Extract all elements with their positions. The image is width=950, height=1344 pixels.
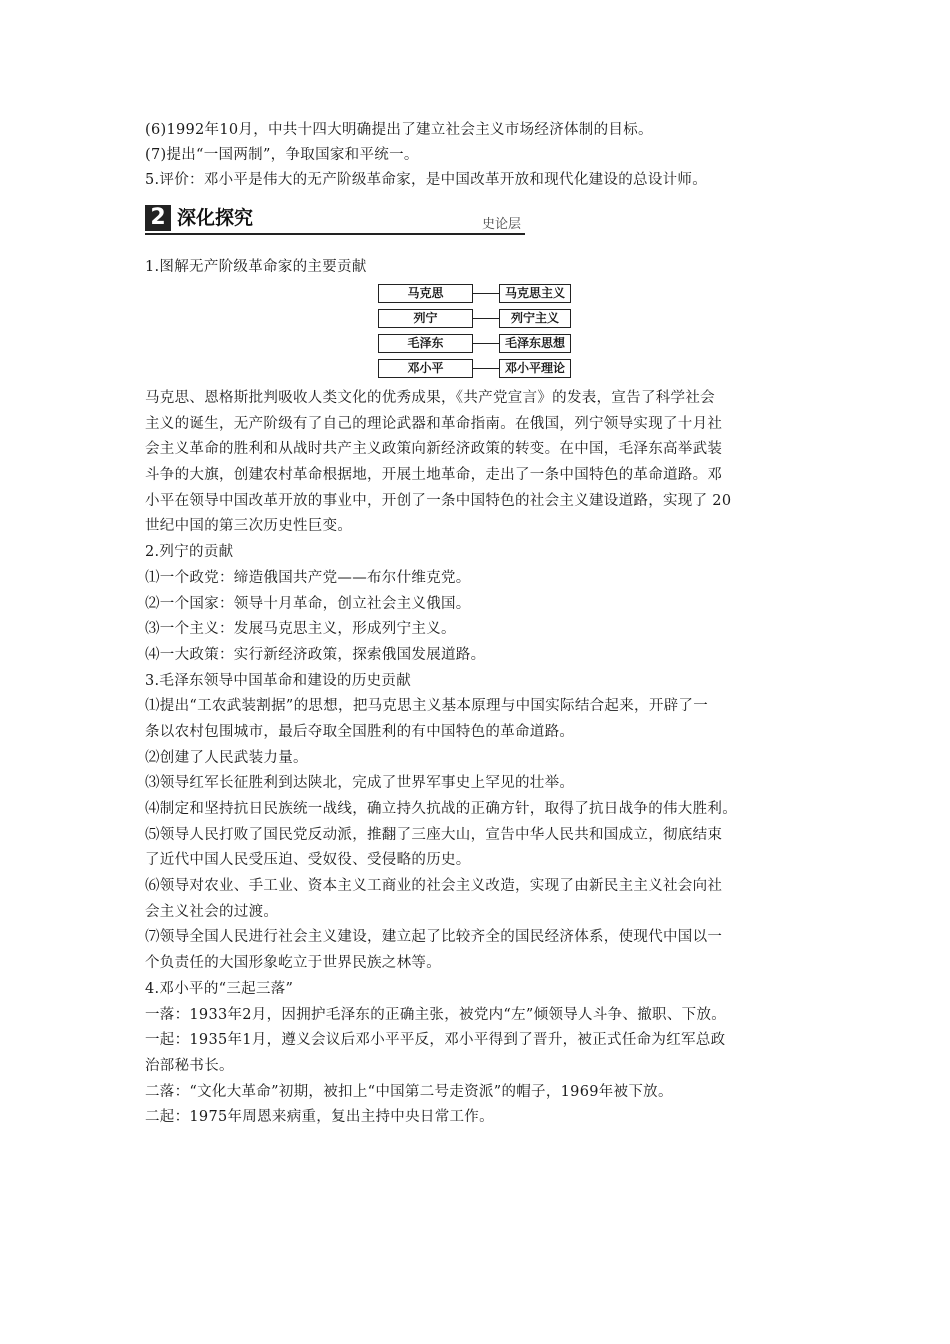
section-heading: 4.邓小平的“三起三落” — [145, 980, 294, 997]
section-title: 深化探究 — [177, 207, 254, 229]
list-item: ⑶一个主义：发展马克思主义，形成列宁主义。 — [145, 621, 456, 638]
theory-box-marxism: 马克思主义 — [499, 284, 571, 303]
list-item: ⑺领导全国人民进行社会主义建设，建立起了比较齐全的国民经济体系，使现代中国以一 — [145, 929, 723, 946]
list-item: 二起：1975年周恩来病重，复出主持中央日常工作。 — [145, 1109, 494, 1126]
section-divider — [145, 233, 525, 235]
list-item: 会主义社会的过渡。 — [145, 903, 279, 920]
text-line: 世纪中国的第三次历史性巨变。 — [145, 518, 353, 535]
list-item: 个负责任的大国形象屹立于世界民族之林等。 — [145, 955, 441, 972]
person-box-mao: 毛泽东 — [378, 334, 473, 353]
text-line: 主义的诞生，无产阶级有了自己的理论武器和革命指南。在俄国，列宁领导实现了十月社 — [145, 415, 723, 432]
list-item: 一起：1935年1月，遵义会议后邓小平平反，邓小平得到了晋升，被正式任命为红军总政 — [145, 1032, 726, 1049]
summary-paragraph — [145, 386, 825, 540]
list-item: 一落：1933年2月，因拥护毛泽东的正确主张，被党内“左”倾领导人斗争、撤职、下放。 — [145, 1006, 727, 1023]
text-line: 马克思、恩格斯批判吸收人类文化的优秀成果，《共产党宣言》的发表，宣告了科学社会 — [145, 390, 715, 406]
section-heading: 3.毛泽东领导中国革命和建设的历史贡献 — [145, 672, 412, 689]
connector-line — [473, 293, 499, 294]
text-line: (6)1992年10月，中共十四大明确提出了建立社会主义市场经济体制的目标。 — [145, 122, 653, 138]
text-line: (7)提出“一国两制”，争取国家和平统一。 — [145, 147, 419, 163]
list-item: ⑴提出“工农武装割据”的思想，把马克思主义基本原理与中国实际结合起来，开辟了一 — [145, 698, 709, 715]
list-item: 二落：“文化大革命”初期，被扣上“中国第二号走资派”的帽子，1969年被下放。 — [145, 1083, 673, 1100]
list-item: 治部秘书长。 — [145, 1057, 234, 1074]
text-line: 会主义革命的胜利和从战时共产主义政策向新经济政策的转变。在中国，毛泽东高举武装 — [145, 441, 723, 458]
list-item: ⑷制定和坚持抗日民族统一战线，确立持久抗战的正确方针，取得了抗日战争的伟大胜利。 — [145, 801, 737, 817]
list-item: ⑵一个国家：领导十月革命，创立社会主义俄国。 — [145, 595, 471, 612]
list-item: ⑶领导红军长征胜利到达陕北，完成了世界军事史上罕见的壮举。 — [145, 775, 575, 792]
section-number-badge: 2 — [145, 205, 171, 231]
text-line: 5.评价：邓小平是伟大的无产阶级革命家，是中国改革开放和现代化建设的总设计师。 — [145, 172, 708, 188]
list-item: 条以农村包围城市，最后夺取全国胜利的有中国特色的革命道路。 — [145, 723, 575, 740]
connector-line — [473, 318, 499, 319]
theory-box-mao-thought: 毛泽东思想 — [499, 334, 571, 353]
text-line: 斗争的大旗，创建农村革命根据地，开展土地革命，走出了一条中国特色的革命道路。邓 — [145, 467, 723, 484]
connector-line — [473, 368, 499, 369]
heading-diagram: 1.图解无产阶级革命家的主要贡献 — [145, 259, 367, 275]
deng-section — [145, 977, 825, 1131]
document-page — [145, 118, 825, 1131]
section-heading: 2.列宁的贡献 — [145, 544, 234, 561]
connector-line — [473, 343, 499, 344]
person-box-marx: 马克思 — [378, 284, 473, 303]
section-header — [145, 203, 525, 241]
list-item: ⑸领导人民打败了国民党反动派，推翻了三座大山，宣告中华人民共和国成立，彻底结束 — [145, 826, 723, 843]
list-item: 了近代中国人民受压迫、受奴役、受侵略的历史。 — [145, 852, 471, 869]
lenin-section — [145, 540, 825, 668]
mao-section — [145, 669, 825, 977]
person-box-lenin: 列宁 — [378, 309, 473, 328]
contribution-diagram — [145, 284, 825, 384]
list-item: ⑷一大政策：实行新经济政策，探索俄国发展道路。 — [145, 646, 486, 663]
list-item: ⑵创建了人民武装力量。 — [145, 749, 308, 766]
person-box-deng: 邓小平 — [378, 359, 473, 378]
section-layer-label: 史论层 — [481, 217, 521, 232]
top-lines — [145, 118, 825, 193]
list-item: ⑹领导对农业、手工业、资本主义工商业的社会主义改造，实现了由新民主主义社会向社 — [145, 878, 723, 895]
theory-box-deng-theory: 邓小平理论 — [499, 359, 571, 378]
text-line: 小平在领导中国改革开放的事业中，开创了一条中国特色的社会主义建设道路，实现了 20 — [145, 492, 732, 509]
theory-box-leninism: 列宁主义 — [499, 309, 571, 328]
list-item: ⑴一个政党：缔造俄国共产党——布尔什维克党。 — [145, 569, 471, 586]
